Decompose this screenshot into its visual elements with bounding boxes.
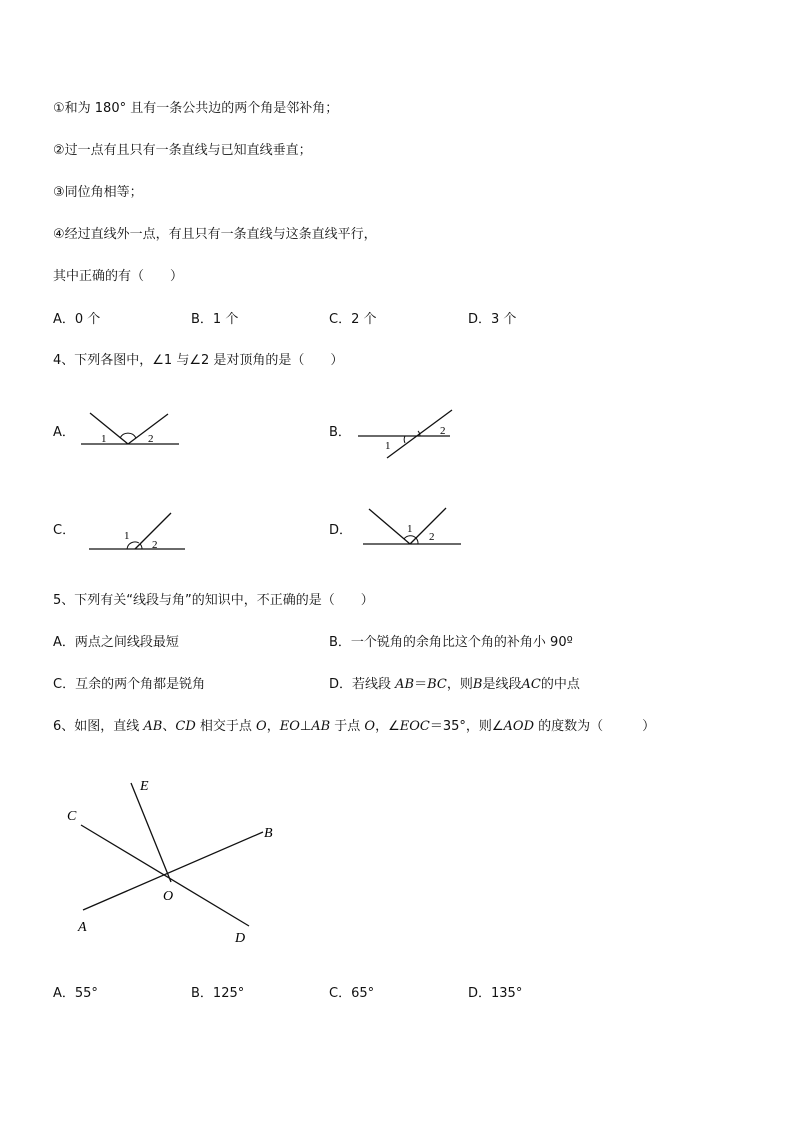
angle-1-label: 1	[407, 523, 413, 535]
q6-stem	[53, 718, 655, 736]
perpendicular-symbol: ⊥	[299, 719, 312, 734]
angle-2-label: 2	[152, 539, 158, 551]
stem-text: 、	[162, 719, 176, 734]
point-b: B	[472, 677, 483, 692]
line-ab: AB	[143, 719, 163, 734]
statement-4: ④经过直线外一点，有且只有一条直线与这条直线平行，	[53, 227, 377, 242]
option-d-mid2: 是线段	[482, 677, 522, 692]
label-c: C	[67, 809, 77, 824]
stem-text: ，∠	[375, 719, 400, 734]
line-cd	[81, 825, 249, 926]
q4-figure-b	[355, 405, 460, 463]
q4-option-b-label[interactable]: B．	[329, 425, 351, 440]
q5-option-d[interactable]	[329, 676, 580, 694]
q4-option-a-label[interactable]: A．	[53, 425, 75, 440]
segment-ac: AC	[521, 677, 541, 692]
stem-text: 6、如图，直线	[53, 719, 144, 734]
stem-text: 的度数为（ ）	[534, 719, 656, 734]
line-eo: EO	[279, 719, 300, 734]
stem-text: ，	[266, 719, 280, 734]
q6-option-b[interactable]: B．125°	[191, 986, 245, 1001]
option-d-suffix: 的中点	[540, 677, 580, 692]
q6-option-c[interactable]: C．65°	[329, 986, 375, 1001]
label-e: E	[140, 779, 149, 794]
angle-1-label: 1	[101, 433, 107, 445]
q4-figure-d	[360, 504, 464, 550]
q4-figure-a	[78, 405, 183, 450]
angle-1-label: 1	[124, 530, 130, 542]
angle-eoc: EOC	[399, 719, 430, 734]
option-d-mid: ，则	[446, 677, 473, 692]
q6-option-d[interactable]: D．135°	[468, 986, 523, 1001]
equals-sign: ＝	[414, 677, 428, 692]
line-ab: AB	[311, 719, 331, 734]
line-cd: CD	[175, 719, 196, 734]
angle-2-label: 2	[148, 433, 154, 445]
q4-option-d-label[interactable]: D．	[329, 523, 353, 538]
q4-figure-c	[86, 508, 188, 554]
q3-option-c[interactable]: C．2 个	[329, 312, 377, 327]
q3-option-b[interactable]: B．1 个	[191, 312, 239, 327]
segment-ab: AB	[395, 677, 415, 692]
label-d: D	[235, 931, 246, 946]
point-o: O	[364, 719, 376, 734]
statement-1: ①和为 180° 且有一条公共边的两个角是邻补角；	[53, 101, 339, 116]
q4-stem: 4、下列各图中，∠1 与∠2 是对顶角的是（ ）	[53, 353, 344, 368]
q5-option-c[interactable]: C．互余的两个角都是锐角	[53, 677, 206, 692]
statement-2: ②过一点有且只有一条直线与已知直线垂直；	[53, 143, 312, 158]
stem-text: 于点	[330, 719, 365, 734]
q3-option-d[interactable]: D．3 个	[468, 312, 517, 327]
angle-aod: AOD	[503, 719, 535, 734]
label-o: O	[163, 889, 174, 904]
q4-option-c-label[interactable]: C．	[53, 523, 76, 538]
q5-option-b[interactable]: B．一个锐角的余角比这个角的补角小 90º	[329, 635, 573, 650]
label-b: B	[264, 826, 273, 841]
angle-2-label: 2	[440, 425, 446, 437]
label-a: A	[78, 920, 87, 935]
q6-option-a[interactable]: A．55°	[53, 986, 98, 1001]
q3-prompt: 其中正确的有（ ）	[53, 269, 184, 284]
stem-text: ＝35°，则∠	[429, 719, 504, 734]
angle-2-label: 2	[429, 531, 435, 543]
segment-bc: BC	[427, 677, 447, 692]
statement-3: ③同位角相等；	[53, 185, 143, 200]
point-o: O	[256, 719, 267, 734]
angle-1-label: 1	[385, 440, 391, 452]
option-d-prefix: D．若线段	[329, 677, 396, 692]
stem-text: 相交于点	[195, 719, 257, 734]
q3-option-a[interactable]: A．0 个	[53, 312, 101, 327]
q6-figure	[60, 770, 290, 955]
q5-option-a[interactable]: A．两点之间线段最短	[53, 635, 179, 650]
q5-stem: 5、下列有关“线段与角”的知识中，不正确的是（ ）	[53, 593, 374, 608]
